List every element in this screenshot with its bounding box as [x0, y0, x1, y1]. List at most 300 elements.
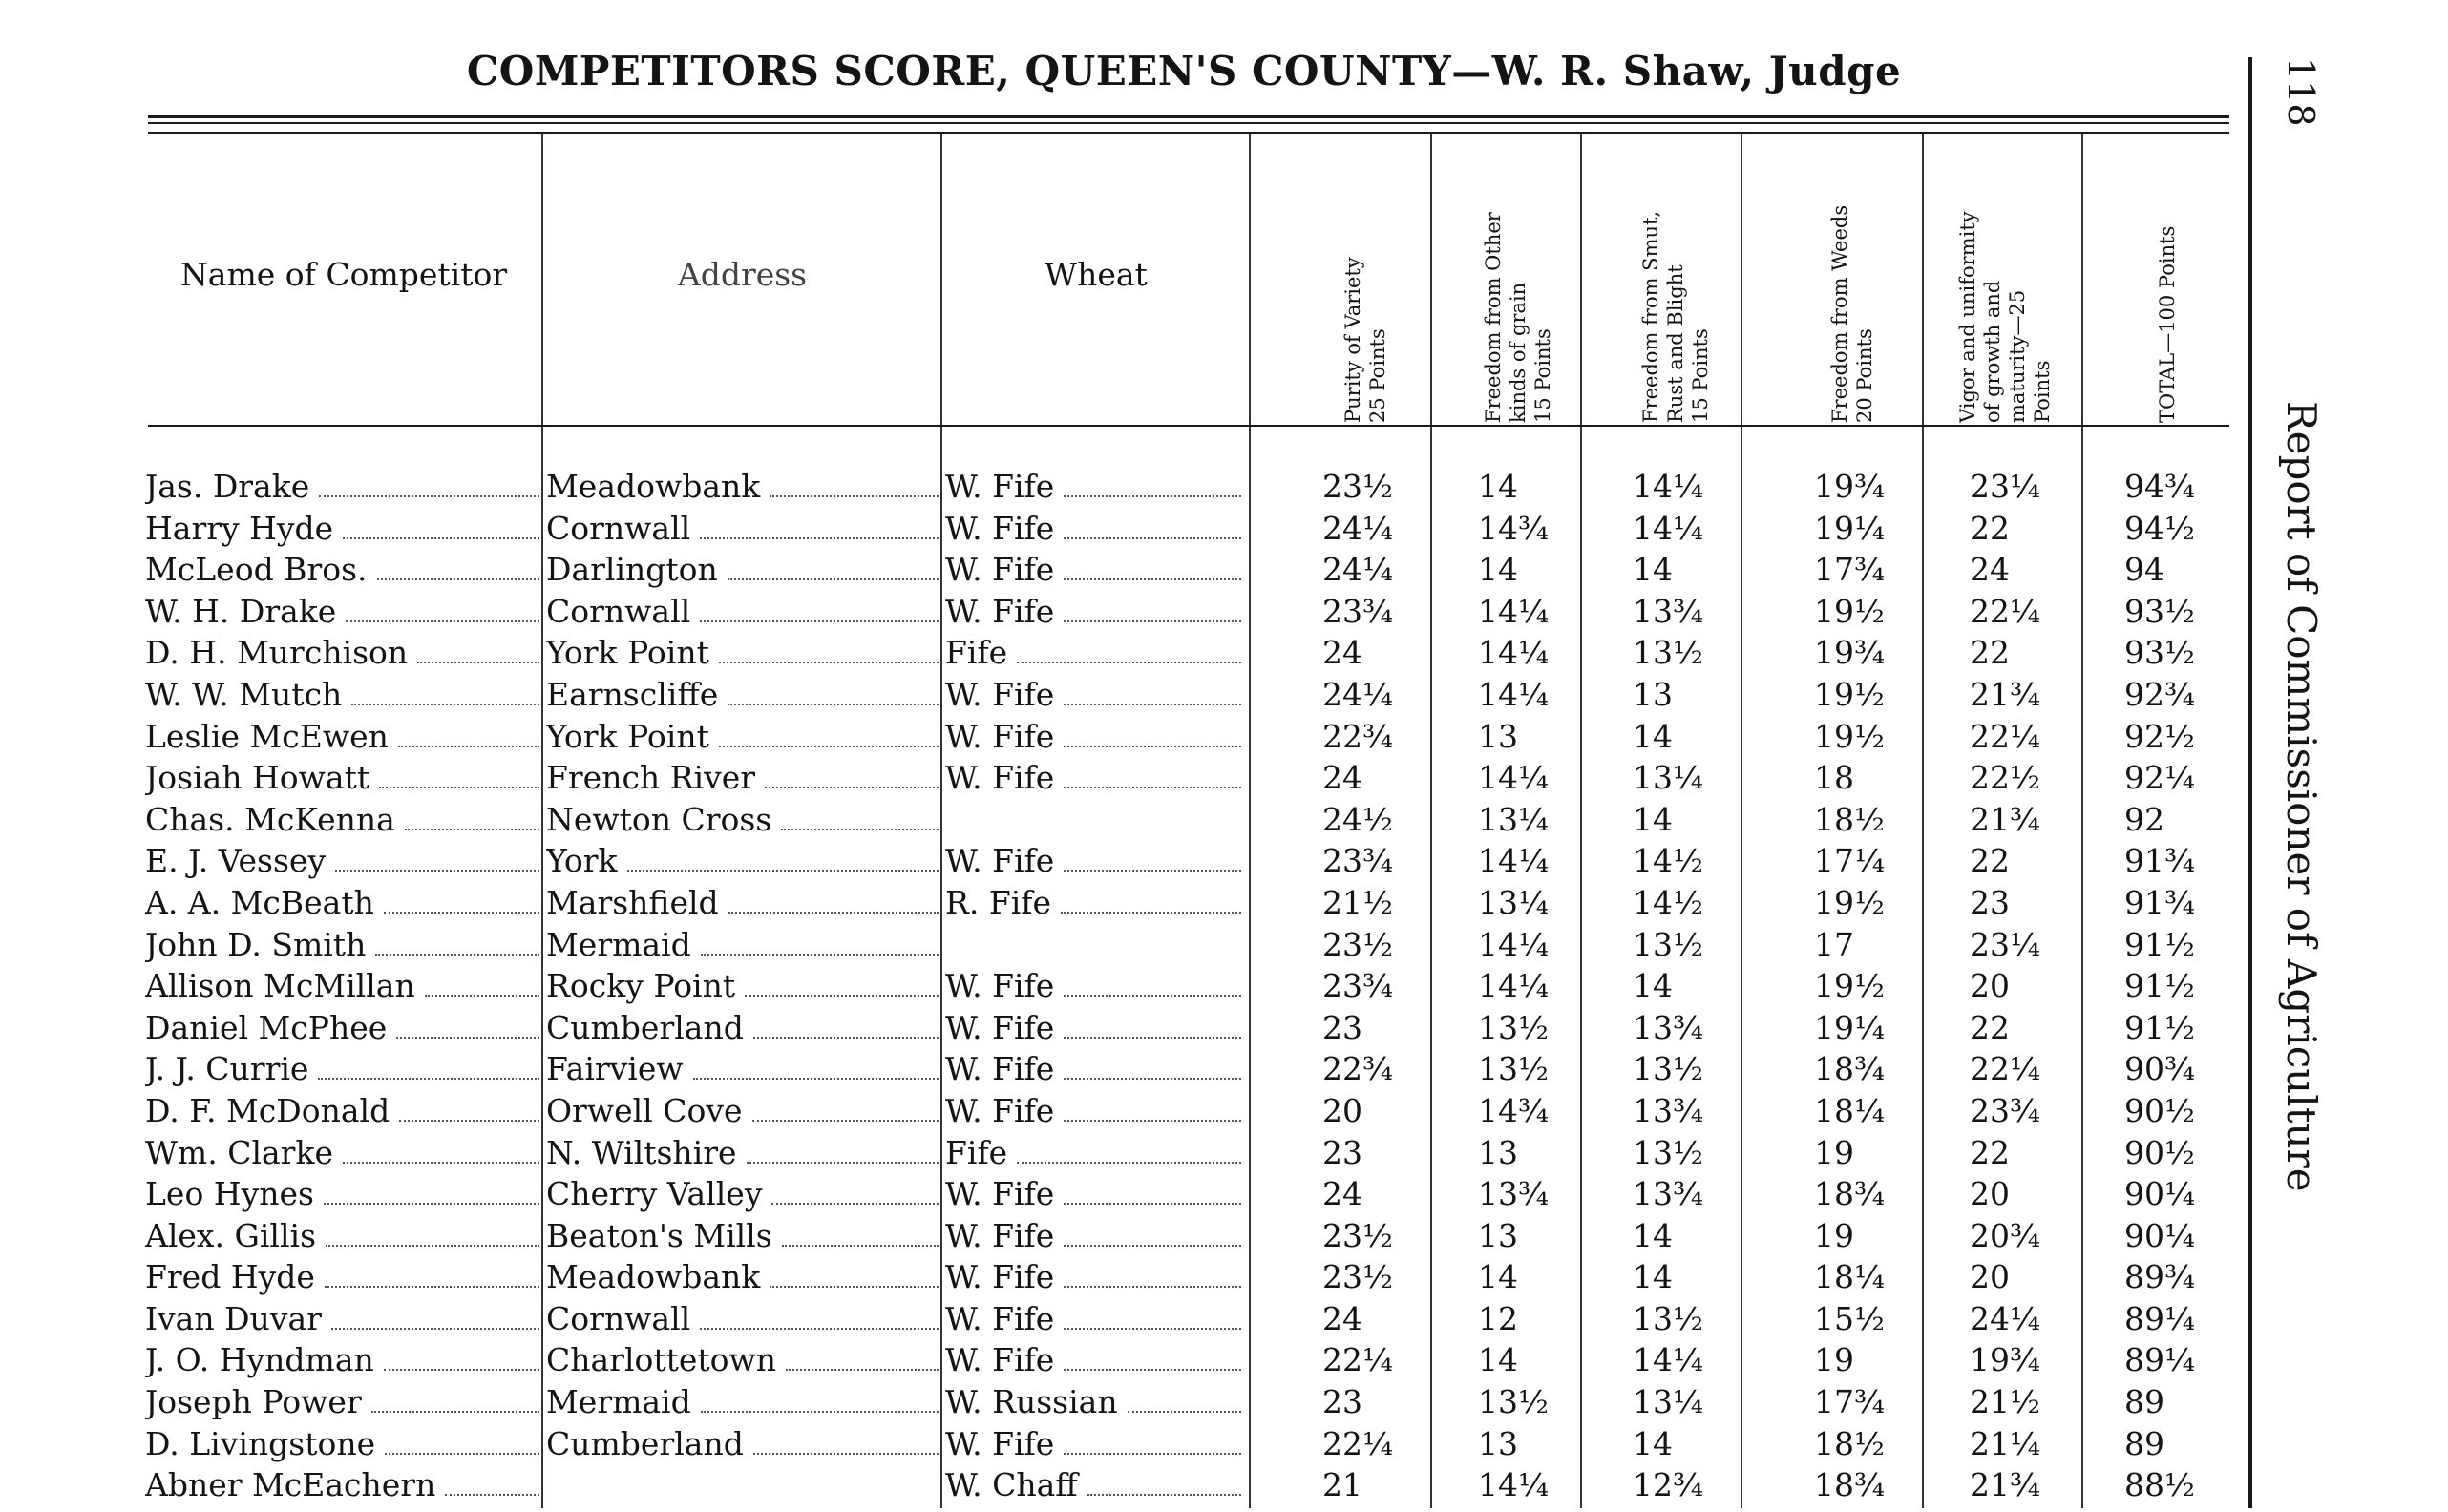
score-smut: 13¾ — [1633, 592, 1703, 630]
score-other: 14¼ — [1478, 967, 1549, 1005]
dot-leader — [719, 746, 939, 747]
dot-leader — [782, 1245, 939, 1247]
score-purity: 23½ — [1322, 1216, 1393, 1254]
dot-leader — [319, 495, 539, 497]
header-smut: Freedom from Smut, Rust and Blight 15 Points — [1639, 210, 1712, 423]
score-vigor: 21¾ — [1970, 800, 2040, 838]
competitor-address: Cherry Valley — [546, 1175, 763, 1213]
dot-leader — [1017, 1162, 1241, 1164]
score-vigor: 24 — [1970, 551, 2010, 589]
score-weeds: 19½ — [1814, 717, 1885, 755]
dot-leader — [425, 995, 539, 997]
table-row — [0, 967, 2234, 1009]
score-weeds: 18½ — [1814, 800, 1885, 838]
competitor-name: Joseph Power — [145, 1383, 362, 1421]
score-vigor: 20 — [1970, 1258, 2010, 1296]
dot-leader — [318, 1078, 539, 1080]
score-weeds: 19¾ — [1814, 468, 1885, 505]
score-other: 13½ — [1478, 1383, 1549, 1421]
competitor-name: D. F. McDonald — [145, 1091, 390, 1129]
wheat-variety: W. Fife — [945, 1008, 1055, 1046]
score-other: 14¼ — [1478, 634, 1549, 672]
dot-leader — [379, 787, 539, 788]
score-weeds: 19¼ — [1814, 1008, 1885, 1046]
wheat-variety: W. Fife — [945, 1175, 1055, 1213]
dot-leader — [700, 620, 939, 622]
dot-leader — [385, 1453, 539, 1455]
wheat-variety: W. Fife — [945, 967, 1055, 1005]
dot-leader — [1064, 746, 1241, 747]
score-purity: 22¾ — [1322, 717, 1393, 755]
wheat-variety: W. Fife — [945, 1258, 1055, 1296]
competitor-name: Leslie McEwen — [145, 717, 389, 755]
header-rule — [148, 425, 2229, 427]
dot-leader — [728, 704, 939, 705]
competitor-address: Meadowbank — [546, 468, 761, 505]
table-row — [0, 884, 2234, 926]
competitor-name: W. H. Drake — [145, 592, 337, 630]
table-row — [0, 926, 2234, 968]
score-weeds: 17¾ — [1814, 551, 1885, 589]
competitor-address: Cumberland — [546, 1008, 744, 1046]
score-other: 13 — [1478, 1424, 1518, 1462]
score-weeds: 17¼ — [1814, 842, 1885, 880]
dot-leader — [371, 1411, 539, 1413]
dot-leader — [770, 495, 939, 497]
score-total: 92¾ — [2124, 675, 2195, 713]
score-total: 92 — [2124, 800, 2164, 838]
header-name: Name of Competitor — [179, 256, 508, 293]
dot-leader — [384, 1369, 539, 1371]
table-row — [0, 551, 2234, 593]
table-row — [0, 1300, 2234, 1342]
dot-leader — [1064, 1328, 1241, 1330]
competitor-address: Beaton's Mills — [546, 1216, 772, 1254]
competitor-name: J. O. Hyndman — [145, 1341, 374, 1379]
dot-leader — [700, 1328, 939, 1330]
score-vigor: 22¼ — [1970, 592, 2040, 630]
score-weeds: 19½ — [1814, 967, 1885, 1005]
competitor-address: Mermaid — [546, 925, 691, 963]
score-weeds: 15½ — [1814, 1299, 1885, 1337]
dot-leader — [728, 912, 939, 914]
wheat-variety: W. Fife — [945, 717, 1055, 755]
score-other: 14¼ — [1478, 1466, 1549, 1504]
dot-leader — [745, 995, 939, 997]
score-weeds: 19¾ — [1814, 634, 1885, 672]
table-row — [0, 1466, 2234, 1508]
score-purity: 24½ — [1322, 800, 1393, 838]
score-purity: 23½ — [1322, 468, 1393, 505]
score-weeds: 19½ — [1814, 592, 1885, 630]
dot-leader — [627, 870, 939, 872]
table-row — [0, 1217, 2234, 1259]
score-purity: 24 — [1322, 1175, 1362, 1213]
score-other: 14¾ — [1478, 1091, 1549, 1129]
wheat-variety: W. Fife — [945, 675, 1055, 713]
score-smut: 14 — [1633, 800, 1673, 838]
dot-leader — [326, 1245, 539, 1247]
dot-leader — [1064, 578, 1241, 580]
dot-leader — [728, 578, 939, 580]
competitor-name: Leo Hynes — [145, 1175, 314, 1213]
table-row — [0, 1050, 2234, 1092]
header-vigor: Vigor and uniformity of growth and maturity—25 Points — [1956, 211, 2054, 423]
dot-leader — [384, 912, 539, 914]
table-row — [0, 510, 2234, 552]
score-smut: 14 — [1633, 551, 1673, 589]
score-purity: 21 — [1322, 1466, 1362, 1504]
score-total: 91½ — [2124, 925, 2195, 963]
competitor-name: Abner McEachern — [145, 1466, 436, 1504]
wheat-variety: Fife — [945, 1133, 1008, 1171]
dot-leader — [375, 954, 539, 956]
competitor-name: E. J. Vessey — [145, 842, 327, 880]
wheat-variety: W. Fife — [945, 509, 1055, 547]
dot-leader — [693, 1078, 939, 1080]
score-weeds: 18½ — [1814, 1424, 1885, 1462]
dot-leader — [752, 1120, 939, 1122]
score-total: 89¼ — [2124, 1299, 2195, 1337]
wheat-variety: W. Fife — [945, 468, 1055, 505]
dot-leader — [325, 1286, 539, 1288]
dot-leader — [396, 1037, 539, 1039]
wheat-variety: W. Russian — [945, 1383, 1118, 1421]
competitor-address: Cumberland — [546, 1424, 744, 1462]
dot-leader — [1064, 1369, 1241, 1371]
dot-leader — [1064, 1037, 1241, 1039]
score-purity: 24 — [1322, 1299, 1362, 1337]
dot-leader — [1017, 662, 1241, 663]
score-weeds: 17 — [1814, 925, 1854, 963]
score-smut: 13½ — [1633, 634, 1703, 672]
dot-leader — [1064, 620, 1241, 622]
score-other: 12 — [1478, 1299, 1518, 1337]
table-row — [0, 801, 2234, 843]
score-vigor: 21¼ — [1970, 1424, 2040, 1462]
competitor-address: York — [546, 842, 618, 880]
score-purity: 23½ — [1322, 925, 1393, 963]
competitor-address: French River — [546, 759, 756, 797]
dot-leader — [377, 578, 539, 580]
score-smut: 13¾ — [1633, 1091, 1703, 1129]
dot-leader — [399, 1120, 539, 1122]
score-weeds: 19 — [1814, 1216, 1854, 1254]
table-row — [0, 842, 2234, 884]
score-other: 14¾ — [1478, 509, 1549, 547]
score-other: 14¼ — [1478, 759, 1549, 797]
title-rule-bottom — [148, 132, 2229, 134]
dot-leader — [343, 1162, 539, 1164]
competitor-address: Marshfield — [546, 883, 719, 921]
dot-leader — [398, 746, 539, 747]
score-other: 14¼ — [1478, 925, 1549, 963]
competitor-name: Wm. Clarke — [145, 1133, 333, 1171]
wheat-variety: W. Fife — [945, 842, 1055, 880]
dot-leader — [719, 662, 939, 663]
score-smut: 14¼ — [1633, 509, 1703, 547]
score-other: 14 — [1478, 551, 1518, 589]
wheat-variety: W. Fife — [945, 1091, 1055, 1129]
score-purity: 23 — [1322, 1008, 1362, 1046]
score-weeds: 19¼ — [1814, 509, 1885, 547]
score-weeds: 18 — [1814, 759, 1854, 797]
competitor-address: N. Wiltshire — [546, 1133, 737, 1171]
competitor-address: York Point — [546, 717, 709, 755]
header-address: Address — [677, 256, 808, 293]
wheat-variety: Fife — [945, 634, 1008, 672]
dot-leader — [343, 537, 539, 539]
score-total: 91½ — [2124, 1008, 2195, 1046]
score-vigor: 19¾ — [1970, 1341, 2040, 1379]
dot-leader — [417, 662, 539, 663]
dot-leader — [1064, 1203, 1241, 1205]
dot-leader — [771, 1203, 939, 1205]
score-other: 13¾ — [1478, 1175, 1549, 1213]
competitor-address: York Point — [546, 634, 709, 672]
score-total: 92½ — [2124, 717, 2195, 755]
score-vigor: 20¾ — [1970, 1216, 2040, 1254]
score-vigor: 20 — [1970, 967, 2010, 1005]
score-other: 13 — [1478, 1216, 1518, 1254]
score-vigor: 22 — [1970, 1008, 2010, 1046]
score-weeds: 18¼ — [1814, 1258, 1885, 1296]
score-weeds: 19½ — [1814, 675, 1885, 713]
score-vigor: 22 — [1970, 1133, 2010, 1171]
competitor-address: Fairview — [546, 1050, 684, 1088]
wheat-variety: W. Fife — [945, 759, 1055, 797]
score-weeds: 18¾ — [1814, 1050, 1885, 1088]
score-total: 89 — [2124, 1383, 2164, 1421]
score-purity: 23½ — [1322, 1258, 1393, 1296]
dot-leader — [1061, 912, 1241, 914]
page-number: 118 — [2280, 57, 2322, 127]
score-vigor: 22¼ — [1970, 717, 2040, 755]
score-total: 89¾ — [2124, 1258, 2195, 1296]
dot-leader — [1087, 1494, 1241, 1496]
score-vigor: 23¾ — [1970, 1091, 2040, 1129]
score-total: 93½ — [2124, 592, 2195, 630]
wheat-variety: W. Chaff — [945, 1466, 1078, 1504]
dot-leader — [346, 620, 539, 622]
score-weeds: 17¾ — [1814, 1383, 1885, 1421]
table-row — [0, 468, 2234, 510]
score-purity: 23 — [1322, 1383, 1362, 1421]
score-weeds: 18¾ — [1814, 1466, 1885, 1504]
score-other: 14¼ — [1478, 842, 1549, 880]
table-row — [0, 1009, 2234, 1051]
score-vigor: 23 — [1970, 883, 2010, 921]
competitor-name: McLeod Bros. — [145, 551, 368, 589]
header-purity: Purity of Variety 25 Points — [1341, 257, 1389, 423]
dot-leader — [335, 870, 539, 872]
score-smut: 13¼ — [1633, 759, 1703, 797]
score-weeds: 19 — [1814, 1133, 1854, 1171]
score-total: 90¾ — [2124, 1050, 2195, 1088]
title-rule-thick — [148, 115, 2229, 118]
dot-leader — [753, 1453, 939, 1455]
dot-leader — [1064, 704, 1241, 705]
dot-leader — [1064, 870, 1241, 872]
competitor-address: Newton Cross — [546, 800, 772, 838]
score-smut: 14 — [1633, 1424, 1673, 1462]
table-row — [0, 1383, 2234, 1425]
competitor-address: Mermaid — [546, 1383, 691, 1421]
score-smut: 14 — [1633, 717, 1673, 755]
wheat-variety: W. Fife — [945, 1341, 1055, 1379]
score-smut: 13½ — [1633, 1050, 1703, 1088]
dot-leader — [1064, 995, 1241, 997]
score-weeds: 19 — [1814, 1341, 1854, 1379]
score-other: 13½ — [1478, 1008, 1549, 1046]
dot-leader — [351, 704, 539, 705]
wheat-variety — [945, 926, 1241, 968]
competitor-address: Orwell Cove — [546, 1091, 743, 1129]
score-vigor: 22 — [1970, 509, 2010, 547]
dot-leader — [1128, 1411, 1241, 1413]
header-wheat: Wheat — [1045, 256, 1148, 293]
score-purity: 23¾ — [1322, 842, 1393, 880]
competitor-name: Harry Hyde — [145, 509, 334, 547]
competitor-address: Charlottetown — [546, 1341, 777, 1379]
wheat-variety: W. Fife — [945, 1216, 1055, 1254]
competitor-address: Earnscliffe — [546, 675, 719, 713]
score-purity: 24 — [1322, 759, 1362, 797]
wheat-variety: R. Fife — [945, 883, 1052, 921]
dot-leader — [1064, 1120, 1241, 1122]
competitor-name: Fred Hyde — [145, 1258, 315, 1296]
score-table-body — [0, 468, 2234, 1508]
score-purity: 22¼ — [1322, 1341, 1393, 1379]
score-vigor: 22½ — [1970, 759, 2040, 797]
score-total: 91¾ — [2124, 842, 2195, 880]
score-vigor: 22 — [1970, 634, 2010, 672]
score-vigor: 22¼ — [1970, 1050, 2040, 1088]
score-total: 91¾ — [2124, 883, 2195, 921]
score-total: 90½ — [2124, 1091, 2195, 1129]
score-total: 89¼ — [2124, 1341, 2195, 1379]
score-total: 94¾ — [2124, 468, 2195, 505]
score-weeds: 19½ — [1814, 883, 1885, 921]
competitor-address — [546, 1466, 938, 1508]
score-other: 13 — [1478, 717, 1518, 755]
score-other: 13½ — [1478, 1050, 1549, 1088]
table-row — [0, 1258, 2234, 1300]
score-vigor: 21¾ — [1970, 675, 2040, 713]
wheat-variety: W. Fife — [945, 1050, 1055, 1088]
competitor-name: D. Livingstone — [145, 1424, 376, 1462]
score-other: 13¼ — [1478, 883, 1549, 921]
competitor-address: Rocky Point — [546, 967, 736, 1005]
score-purity: 22¾ — [1322, 1050, 1393, 1088]
score-smut: 13½ — [1633, 1299, 1703, 1337]
wheat-variety — [945, 801, 1241, 843]
score-purity: 24¼ — [1322, 675, 1393, 713]
score-total: 94½ — [2124, 509, 2195, 547]
dot-leader — [747, 1162, 939, 1164]
score-smut: 14 — [1633, 1216, 1673, 1254]
competitor-address: Cornwall — [546, 509, 691, 547]
dot-leader — [765, 787, 939, 788]
competitor-name: Josiah Howatt — [145, 759, 370, 797]
score-weeds: 18¾ — [1814, 1175, 1885, 1213]
score-smut: 14½ — [1633, 842, 1703, 880]
wheat-variety: W. Fife — [945, 1299, 1055, 1337]
table-row — [0, 1134, 2234, 1176]
competitor-name: Chas. McKenna — [145, 800, 395, 838]
competitor-name: W. W. Mutch — [145, 675, 343, 713]
dot-leader — [770, 1286, 939, 1288]
dot-leader — [1064, 1078, 1241, 1080]
score-purity: 24¼ — [1322, 509, 1393, 547]
score-vigor: 20 — [1970, 1175, 2010, 1213]
score-other: 14¼ — [1478, 675, 1549, 713]
table-row — [0, 759, 2234, 801]
score-total: 94 — [2124, 551, 2164, 589]
wheat-variety: W. Fife — [945, 551, 1055, 589]
score-total: 89 — [2124, 1424, 2164, 1462]
score-other: 14 — [1478, 468, 1518, 505]
dot-leader — [1064, 495, 1241, 497]
dot-leader — [786, 1369, 939, 1371]
table-row — [0, 593, 2234, 635]
score-smut: 13½ — [1633, 925, 1703, 963]
header-weeds: Freedom from Weeds 20 Points — [1828, 204, 1876, 423]
title-rule-thin — [148, 122, 2229, 124]
competitor-address: Cornwall — [546, 1299, 691, 1337]
score-total: 91½ — [2124, 967, 2195, 1005]
wheat-variety: W. Fife — [945, 1424, 1055, 1462]
score-smut: 14¼ — [1633, 468, 1703, 505]
dot-leader — [445, 1494, 539, 1496]
table-row — [0, 1425, 2234, 1467]
header-other-kinds: Freedom from Other kinds of grain 15 Points — [1482, 212, 1554, 423]
score-vigor: 23¼ — [1970, 468, 2040, 505]
score-purity: 23¾ — [1322, 592, 1393, 630]
score-smut: 13¾ — [1633, 1175, 1703, 1213]
competitor-name: Allison McMillan — [145, 967, 415, 1005]
score-purity: 22¼ — [1322, 1424, 1393, 1462]
table-row — [0, 1175, 2234, 1217]
dot-leader — [753, 1037, 939, 1039]
dot-leader — [1064, 537, 1241, 539]
header-total: TOTAL—100 Points — [2156, 225, 2179, 423]
dot-leader — [1064, 1286, 1241, 1288]
score-smut: 13 — [1633, 675, 1673, 713]
dot-leader — [405, 829, 539, 830]
dot-leader — [781, 829, 939, 830]
dot-leader — [701, 954, 939, 956]
score-purity: 20 — [1322, 1091, 1362, 1129]
competitor-name: Ivan Duvar — [145, 1299, 322, 1337]
score-vigor: 22 — [1970, 842, 2010, 880]
table-row — [0, 718, 2234, 760]
score-other: 14 — [1478, 1341, 1518, 1379]
score-weeds: 18¼ — [1814, 1091, 1885, 1129]
score-purity: 21½ — [1322, 883, 1393, 921]
score-smut: 14¼ — [1633, 1341, 1703, 1379]
competitor-name: Alex. Gillis — [145, 1216, 317, 1254]
dot-leader — [1064, 1453, 1241, 1455]
score-smut: 14 — [1633, 1258, 1673, 1296]
competitor-name: Daniel McPhee — [145, 1008, 388, 1046]
score-other: 13¼ — [1478, 800, 1549, 838]
score-total: 90½ — [2124, 1133, 2195, 1171]
table-row — [0, 1092, 2234, 1134]
dot-leader — [701, 1411, 939, 1413]
wheat-variety: W. Fife — [945, 592, 1055, 630]
competitor-address: Meadowbank — [546, 1258, 761, 1296]
